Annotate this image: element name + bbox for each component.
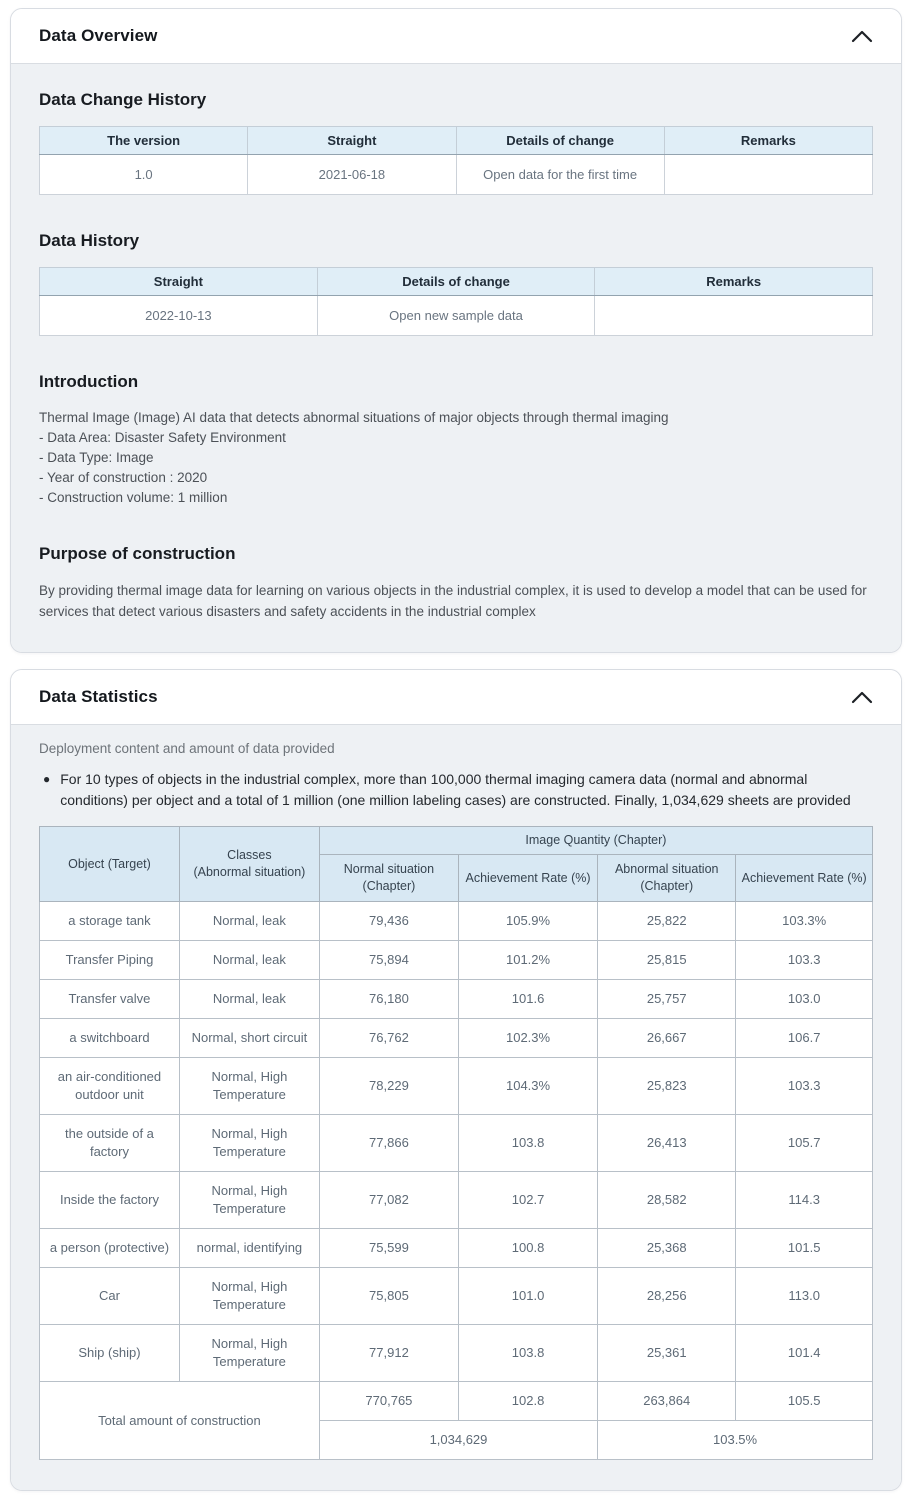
normal-rate-cell: 101.2% [458,941,597,980]
abnormal-rate-cell: 103.3% [736,902,873,941]
classes-cell: normal, identifying [179,1229,319,1268]
abnormal-rate-cell: 101.5 [736,1229,873,1268]
table-row [40,1115,873,1172]
abnormal-count-cell: 28,256 [598,1268,736,1325]
classes-cell: Normal, High Temperature [179,1268,319,1325]
bullet-icon: ● [43,772,51,786]
chevron-up-icon[interactable] [851,30,873,43]
normal-count-cell: 76,762 [319,1019,458,1058]
data-history-heading: Data History [39,231,140,250]
abnormal-rate-cell: 106.7 [736,1019,873,1058]
normal-rate-cell: 103.8 [458,1325,597,1382]
column-header: Straight [248,127,456,155]
introduction-line: - Year of construction : 2020 [39,470,208,485]
abnormal-count-cell: 25,815 [598,941,736,980]
normal-rate-cell: 103.8 [458,1115,597,1172]
object-cell: Inside the factory [40,1172,180,1229]
normal-count-cell: 77,082 [319,1172,458,1229]
data-statistics-header[interactable] [11,670,901,725]
abnormal-count-cell: 25,823 [598,1058,736,1115]
data-overview-card [10,8,902,653]
table-header-row [40,127,873,155]
abnormal-rate-cell: 101.4 [736,1325,873,1382]
introduction-text [39,408,873,508]
data-history-table [39,267,873,336]
chevron-up-icon[interactable] [851,691,873,704]
total-normal-count-cell: 770,765 [319,1382,458,1421]
classes-cell: Normal, High Temperature [179,1325,319,1382]
abnormal-count-cell: 25,361 [598,1325,736,1382]
column-header-object: Object (Target) [40,827,180,902]
column-header: Straight [40,268,318,296]
total-label-cell: Total amount of construction [40,1382,320,1460]
table-row [40,1268,873,1325]
abnormal-rate-cell: 105.7 [736,1115,873,1172]
change-history-table [39,126,873,195]
column-header: Remarks [595,268,873,296]
table-row [40,296,873,336]
classes-cell: Normal, leak [179,980,319,1019]
column-header-classes [179,827,319,902]
classes-cell: Normal, High Temperature [179,1058,319,1115]
table-row [40,1229,873,1268]
abnormal-count-cell: 26,667 [598,1019,736,1058]
table-row [40,980,873,1019]
normal-count-cell: 75,805 [319,1268,458,1325]
column-header-image-quantity: Image Quantity (Chapter) [319,827,872,855]
stats-subtitle: Deployment content and amount of data provided [39,741,335,756]
total-normal-rate-cell: 102.8 [458,1382,597,1421]
column-header: Details of change [456,127,664,155]
details-cell: Open new sample data [317,296,595,336]
abnormal-count-cell: 25,368 [598,1229,736,1268]
abnormal-count-cell: 25,822 [598,902,736,941]
abnormal-rate-cell: 103.3 [736,1058,873,1115]
normal-rate-cell: 101.0 [458,1268,597,1325]
classes-header-line2: (Abnormal situation) [193,865,306,879]
column-header-normal: Normal situation (Chapter) [319,855,458,902]
table-row [40,1172,873,1229]
abnormal-rate-cell: 113.0 [736,1268,873,1325]
data-overview-body [11,64,901,652]
column-header: Details of change [317,268,595,296]
table-row [40,155,873,195]
normal-rate-cell: 102.3% [458,1019,597,1058]
table-header-row [40,827,873,855]
object-cell: an air-conditioned outdoor unit [40,1058,180,1115]
object-cell: Transfer Piping [40,941,180,980]
classes-cell: Normal, High Temperature [179,1115,319,1172]
stats-bullet [39,769,873,811]
purpose-heading: Purpose of construction [39,544,236,563]
abnormal-rate-cell: 114.3 [736,1172,873,1229]
column-header-abnormal-rate: Achievement Rate (%) [736,855,873,902]
total-abnormal-count-cell: 263,864 [598,1382,736,1421]
table-row [40,1058,873,1115]
table-row [40,902,873,941]
object-cell: a switchboard [40,1019,180,1058]
grand-total-cell: 1,034,629 [319,1421,597,1460]
object-cell: Ship (ship) [40,1325,180,1382]
normal-count-cell: 79,436 [319,902,458,941]
object-cell: Car [40,1268,180,1325]
total-abnormal-rate-cell: 105.5 [736,1382,873,1421]
normal-rate-cell: 101.6 [458,980,597,1019]
column-header-normal-rate: Achievement Rate (%) [458,855,597,902]
introduction-line: Thermal Image (Image) AI data that detects abnormal situations of major objects through thermal imaging [39,410,669,425]
column-header: The version [40,127,248,155]
object-cell: the outside of a factory [40,1115,180,1172]
details-cell: Open data for the first time [456,155,664,195]
purpose-text: By providing thermal image data for learning on various objects in the industrial complex, it is used to develop a model that can be used for services that detect various disasters and safety accidents in the industrial complex [39,583,867,619]
column-header: Remarks [664,127,872,155]
normal-count-cell: 75,599 [319,1229,458,1268]
remarks-cell [664,155,872,195]
date-cell: 2022-10-13 [40,296,318,336]
total-row [40,1382,873,1421]
normal-count-cell: 76,180 [319,980,458,1019]
normal-count-cell: 78,229 [319,1058,458,1115]
classes-cell: Normal, High Temperature [179,1172,319,1229]
normal-count-cell: 75,894 [319,941,458,980]
object-cell: a person (protective) [40,1229,180,1268]
date-cell: 2021-06-18 [248,155,456,195]
introduction-line: - Construction volume: 1 million [39,490,228,505]
normal-rate-cell: 105.9% [458,902,597,941]
classes-cell: Normal, leak [179,902,319,941]
introduction-heading: Introduction [39,372,139,391]
data-overview-title: Data Overview [39,26,158,45]
data-statistics-card [10,669,902,1491]
object-cell: a storage tank [40,902,180,941]
change-history-heading: Data Change History [39,90,207,109]
remarks-cell [595,296,873,336]
classes-header-line1: Classes [227,848,272,862]
grand-total-rate-cell: 103.5% [598,1421,873,1460]
introduction-line: - Data Type: Image [39,450,154,465]
introduction-line: - Data Area: Disaster Safety Environment [39,430,286,445]
abnormal-count-cell: 25,757 [598,980,736,1019]
normal-rate-cell: 104.3% [458,1058,597,1115]
normal-count-cell: 77,912 [319,1325,458,1382]
table-row [40,941,873,980]
version-cell: 1.0 [40,155,248,195]
classes-cell: Normal, short circuit [179,1019,319,1058]
abnormal-count-cell: 26,413 [598,1115,736,1172]
classes-cell: Normal, leak [179,941,319,980]
object-cell: Transfer valve [40,980,180,1019]
column-header-abnormal: Abnormal situation (Chapter) [598,855,736,902]
data-overview-header[interactable] [11,9,901,64]
data-statistics-title: Data Statistics [39,687,158,706]
statistics-table [39,826,873,1460]
normal-count-cell: 77,866 [319,1115,458,1172]
stats-bullet-text: For 10 types of objects in the industrial complex, more than 100,000 thermal imaging camera data (normal and abnormal conditions) per object and a total of 1 million (one million labeling cases) are constructed. Finally, 1,034,629 sheets are provided [60,771,851,808]
table-row [40,1019,873,1058]
normal-rate-cell: 102.7 [458,1172,597,1229]
abnormal-count-cell: 28,582 [598,1172,736,1229]
normal-rate-cell: 100.8 [458,1229,597,1268]
abnormal-rate-cell: 103.3 [736,941,873,980]
table-header-row [40,268,873,296]
table-row [40,1325,873,1382]
data-statistics-body [11,725,901,1490]
abnormal-rate-cell: 103.0 [736,980,873,1019]
